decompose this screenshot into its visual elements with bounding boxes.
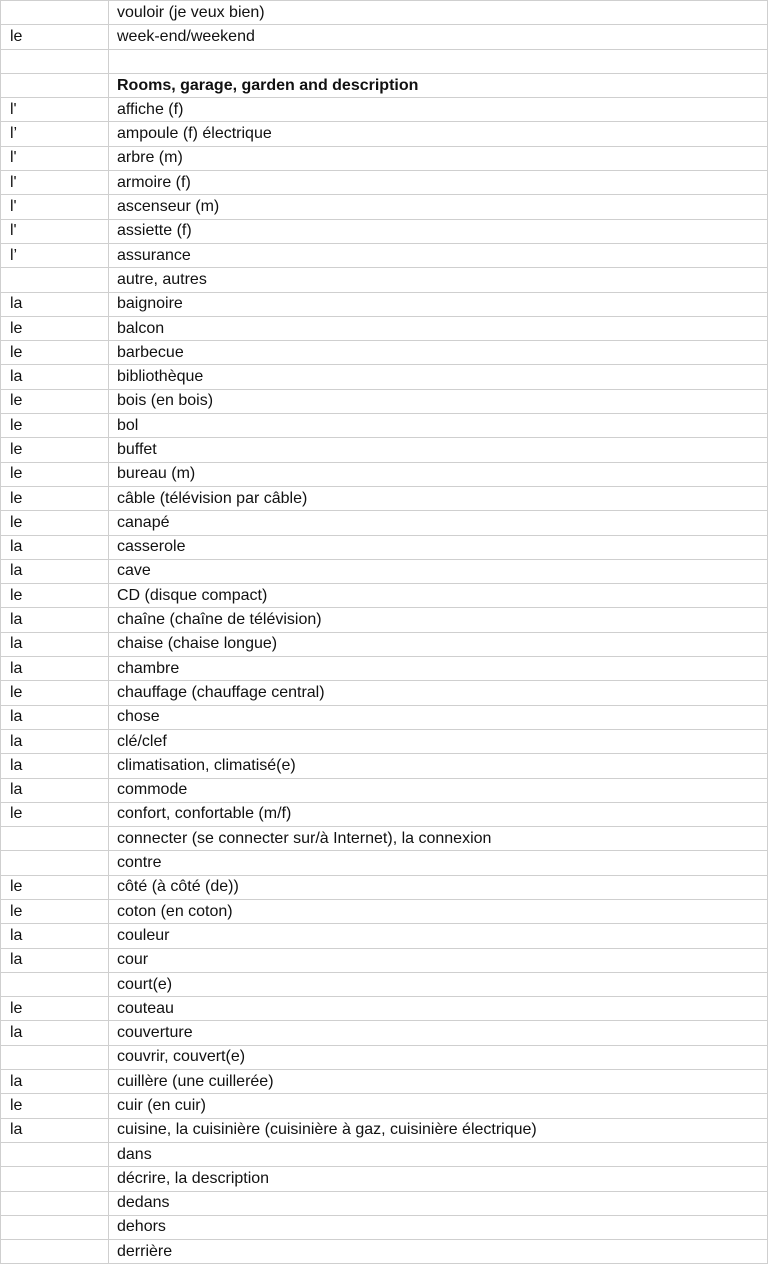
article-cell [1,1167,109,1191]
word-cell: derrière [109,1240,768,1264]
table-row [1,1070,768,1094]
word-cell: coton (en coton) [109,899,768,923]
article-cell: la [1,1021,109,1045]
table-row [1,997,768,1021]
table-row [1,681,768,705]
table-row [1,851,768,875]
word-cell [109,49,768,73]
article-cell: le [1,316,109,340]
table-row [1,559,768,583]
word-cell: affiche (f) [109,98,768,122]
table-row [1,98,768,122]
table-row [1,462,768,486]
table-row [1,414,768,438]
article-cell: l' [1,195,109,219]
word-cell: câble (télévision par câble) [109,486,768,510]
article-cell: le [1,584,109,608]
table-row [1,1240,768,1264]
section-heading-row [1,73,768,97]
table-row [1,827,768,851]
article-cell: la [1,608,109,632]
word-cell: chaîne (chaîne de télévision) [109,608,768,632]
table-row [1,49,768,73]
article-cell: la [1,1070,109,1094]
table-row [1,122,768,146]
word-cell: dans [109,1142,768,1166]
table-row [1,729,768,753]
word-cell: vouloir (je veux bien) [109,1,768,25]
word-cell: CD (disque compact) [109,584,768,608]
article-cell: l’ [1,243,109,267]
article-cell: le [1,341,109,365]
word-cell: confort, confortable (m/f) [109,802,768,826]
word-cell: dehors [109,1215,768,1239]
article-cell: le [1,511,109,535]
word-cell: canapé [109,511,768,535]
article-cell [1,73,109,97]
table-row [1,268,768,292]
table-row [1,146,768,170]
article-cell: la [1,754,109,778]
table-row [1,25,768,49]
article-cell: le [1,414,109,438]
word-cell: cuillère (une cuillerée) [109,1070,768,1094]
article-cell: la [1,559,109,583]
word-cell: balcon [109,316,768,340]
table-row [1,948,768,972]
table-row [1,1,768,25]
table-row [1,486,768,510]
article-cell: l' [1,146,109,170]
section-heading: Rooms, garage, garden and description [109,73,768,97]
table-row [1,657,768,681]
word-cell: chose [109,705,768,729]
table-row [1,584,768,608]
word-cell: connecter (se connecter sur/à Internet), la connexion [109,827,768,851]
table-row [1,243,768,267]
table-row [1,195,768,219]
article-cell: la [1,948,109,972]
table-row [1,754,768,778]
table-row [1,1215,768,1239]
article-cell: l' [1,171,109,195]
table-row [1,802,768,826]
article-cell [1,1215,109,1239]
table-row [1,365,768,389]
table-row [1,924,768,948]
table-row [1,899,768,923]
article-cell: le [1,486,109,510]
article-cell [1,972,109,996]
word-cell: baignoire [109,292,768,316]
article-cell [1,268,109,292]
word-cell: armoire (f) [109,171,768,195]
word-cell: contre [109,851,768,875]
word-cell: couverture [109,1021,768,1045]
article-cell: le [1,681,109,705]
article-cell: le [1,25,109,49]
table-row [1,705,768,729]
article-cell: l' [1,219,109,243]
article-cell: le [1,899,109,923]
table-row [1,1142,768,1166]
article-cell: le [1,438,109,462]
article-cell: la [1,632,109,656]
word-cell: assurance [109,243,768,267]
article-cell [1,851,109,875]
word-cell: bois (en bois) [109,389,768,413]
table-row [1,1021,768,1045]
article-cell [1,1,109,25]
word-cell: couvrir, couvert(e) [109,1045,768,1069]
article-cell: la [1,729,109,753]
word-cell: casserole [109,535,768,559]
article-cell: la [1,1118,109,1142]
word-cell: cuisine, la cuisinière (cuisinière à gaz, cuisinière électrique) [109,1118,768,1142]
word-cell: court(e) [109,972,768,996]
article-cell: le [1,997,109,1021]
article-cell: le [1,1094,109,1118]
article-cell: l' [1,98,109,122]
table-row [1,389,768,413]
article-cell: la [1,705,109,729]
table-row [1,972,768,996]
word-cell: ampoule (f) électrique [109,122,768,146]
article-cell: la [1,657,109,681]
table-row [1,171,768,195]
word-cell: dedans [109,1191,768,1215]
word-cell: climatisation, climatisé(e) [109,754,768,778]
word-cell: cour [109,948,768,972]
article-cell: le [1,389,109,413]
table-row [1,535,768,559]
word-cell: chaise (chaise longue) [109,632,768,656]
table-row [1,316,768,340]
word-cell: décrire, la description [109,1167,768,1191]
article-cell [1,1142,109,1166]
table-row [1,438,768,462]
article-cell: la [1,292,109,316]
table-row [1,1167,768,1191]
word-cell: chauffage (chauffage central) [109,681,768,705]
word-cell: arbre (m) [109,146,768,170]
table-row [1,875,768,899]
vocabulary-table-body [1,1,768,1264]
table-row [1,778,768,802]
table-row [1,608,768,632]
word-cell: assiette (f) [109,219,768,243]
article-cell: la [1,365,109,389]
word-cell: côté (à côté (de)) [109,875,768,899]
word-cell: bol [109,414,768,438]
table-row [1,632,768,656]
table-row [1,1191,768,1215]
word-cell: cave [109,559,768,583]
table-row [1,341,768,365]
word-cell: couleur [109,924,768,948]
table-row [1,511,768,535]
word-cell: chambre [109,657,768,681]
word-cell: bibliothèque [109,365,768,389]
article-cell [1,1191,109,1215]
table-row [1,1045,768,1069]
table-row [1,1094,768,1118]
article-cell: la [1,924,109,948]
word-cell: autre, autres [109,268,768,292]
article-cell: l’ [1,122,109,146]
table-row [1,292,768,316]
word-cell: cuir (en cuir) [109,1094,768,1118]
word-cell: commode [109,778,768,802]
article-cell [1,1045,109,1069]
word-cell: buffet [109,438,768,462]
word-cell: ascenseur (m) [109,195,768,219]
word-cell: barbecue [109,341,768,365]
article-cell: le [1,875,109,899]
table-row [1,219,768,243]
article-cell [1,49,109,73]
word-cell: clé/clef [109,729,768,753]
article-cell [1,1240,109,1264]
word-cell: bureau (m) [109,462,768,486]
article-cell: le [1,462,109,486]
word-cell: couteau [109,997,768,1021]
article-cell: le [1,802,109,826]
article-cell [1,827,109,851]
article-cell: la [1,778,109,802]
word-cell: week-end/weekend [109,25,768,49]
article-cell: la [1,535,109,559]
table-row [1,1118,768,1142]
